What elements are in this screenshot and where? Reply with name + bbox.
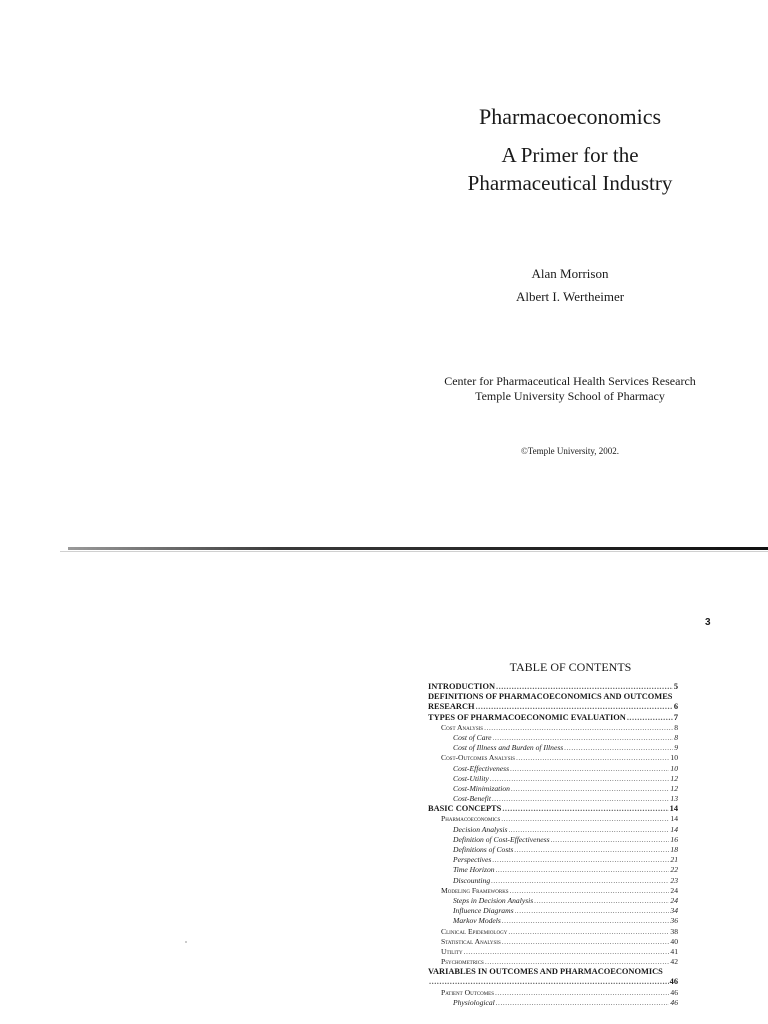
toc-entry-label: Cost of Care bbox=[453, 732, 492, 742]
toc-leader-dots bbox=[495, 988, 669, 998]
toc-entry-label: Influence Diagrams bbox=[453, 906, 514, 916]
book-title: Pharmacoeconomics bbox=[478, 104, 662, 129]
toc-entry bbox=[428, 774, 678, 784]
toc-entry-page: 40 bbox=[670, 936, 678, 946]
toc-entry bbox=[428, 886, 678, 896]
institution-line-1: Center for Pharmaceutical Health Services Research bbox=[444, 374, 696, 388]
toc-entry-label: Modeling Frameworks bbox=[441, 885, 509, 895]
toc-entry-page: 12 bbox=[670, 783, 678, 793]
toc-entry-page: 42 bbox=[670, 957, 678, 967]
toc-entry-page: 22 bbox=[670, 865, 678, 875]
toc-entry bbox=[428, 937, 678, 947]
toc-leader-dots bbox=[509, 825, 670, 835]
page-divider-shadow bbox=[60, 551, 768, 552]
toc-leader-dots bbox=[464, 947, 670, 957]
toc-entry-label: Psychometrics bbox=[441, 957, 484, 967]
toc-leader-dots bbox=[484, 723, 673, 733]
toc-entry-page: 46 bbox=[669, 977, 678, 987]
toc-leader-dots bbox=[496, 865, 670, 875]
toc-entry-label: Cost-Benefit bbox=[453, 794, 491, 804]
toc-entry-page: 41 bbox=[670, 946, 678, 956]
toc-entry-page: 14 bbox=[670, 824, 678, 834]
copyright-notice: ©Temple University, 2002. bbox=[520, 446, 620, 456]
toc-entry bbox=[428, 977, 678, 987]
toc-entry-page: 8 bbox=[674, 722, 678, 732]
table-of-contents bbox=[428, 682, 678, 1008]
toc-entry-label: Utility bbox=[441, 946, 463, 956]
toc-entry-label: BASIC CONCEPTS bbox=[428, 804, 502, 814]
toc-entry bbox=[428, 988, 678, 998]
toc-entry-label: Markov Models bbox=[453, 916, 501, 926]
toc-leader-dots bbox=[508, 927, 669, 937]
toc-entry bbox=[428, 733, 678, 743]
toc-leader-dots bbox=[534, 896, 669, 906]
toc-entry-page: 46 bbox=[670, 997, 678, 1007]
toc-leader-dots bbox=[490, 774, 670, 784]
toc-entry bbox=[428, 804, 678, 814]
toc-entry-label: Cost Analysis bbox=[441, 722, 484, 732]
toc-entry bbox=[428, 825, 678, 835]
toc-entry bbox=[428, 957, 678, 967]
toc-leader-dots bbox=[429, 977, 669, 987]
toc-leader-dots bbox=[514, 845, 669, 855]
toc-entry bbox=[428, 723, 678, 733]
toc-entry-label: Time Horizon bbox=[453, 865, 495, 875]
toc-entry-page: 16 bbox=[670, 834, 678, 844]
toc-entry bbox=[428, 835, 678, 845]
toc-leader-dots bbox=[511, 784, 669, 794]
toc-entry-page: 23 bbox=[670, 875, 678, 885]
page-divider bbox=[68, 547, 768, 550]
toc-leader-dots bbox=[564, 743, 673, 753]
toc-entry bbox=[428, 764, 678, 774]
toc-entry-label: RESEARCH bbox=[428, 702, 475, 712]
toc-leader-dots bbox=[502, 804, 668, 814]
book-subtitle bbox=[420, 141, 720, 197]
toc-entry bbox=[428, 916, 678, 926]
toc-entry-page: 34 bbox=[670, 906, 678, 916]
toc-entry bbox=[428, 794, 678, 804]
toc-leader-dots bbox=[492, 794, 669, 804]
toc-entry-page: 10 bbox=[670, 763, 678, 773]
toc-entry bbox=[428, 876, 678, 886]
toc-entry bbox=[428, 896, 678, 906]
toc-leader-dots bbox=[496, 998, 670, 1008]
subtitle-line-2: Pharmaceutical Industry bbox=[467, 171, 673, 195]
toc-entry-label: Cost-Minimization bbox=[453, 783, 510, 793]
toc-entry-page: 12 bbox=[670, 773, 678, 783]
toc-entry bbox=[428, 855, 678, 865]
toc-entry-page: 9 bbox=[674, 743, 678, 753]
toc-entry bbox=[428, 865, 678, 875]
toc-entry-page: 36 bbox=[670, 916, 678, 926]
toc-entry-page: 14 bbox=[670, 814, 678, 824]
toc-entry-label: Discounting bbox=[453, 875, 491, 885]
toc-title: TABLE OF CONTENTS bbox=[509, 660, 632, 674]
toc-entry-label: Decision Analysis bbox=[453, 824, 508, 834]
author-2: Albert I. Wertheimer bbox=[515, 289, 625, 304]
toc-entry bbox=[428, 998, 678, 1008]
institution-line-2: Temple University School of Pharmacy bbox=[475, 389, 665, 403]
toc-entry bbox=[428, 682, 678, 692]
toc-entry-label: Patient Outcomes bbox=[441, 987, 494, 997]
toc-leader-dots bbox=[493, 733, 674, 743]
toc-entry-page: 8 bbox=[674, 732, 678, 742]
toc-entry-page: 18 bbox=[670, 845, 678, 854]
toc-leader-dots bbox=[485, 957, 670, 967]
toc-leader-dots bbox=[516, 753, 669, 763]
toc-entry-page: 5 bbox=[673, 682, 678, 691]
toc-entry-page: 6 bbox=[673, 702, 678, 712]
toc-leader-dots bbox=[510, 886, 670, 896]
toc-entry-label: Statistical Analysis bbox=[441, 936, 501, 946]
scan-speck bbox=[185, 941, 187, 943]
toc-entry bbox=[428, 845, 678, 855]
toc-entry-label: Steps in Decision Analysis bbox=[453, 895, 534, 905]
toc-entry-label: Cost-Outcomes Analysis bbox=[441, 753, 515, 763]
toc-entry-label: TYPES OF PHARMACOECONOMIC EVALUATION bbox=[428, 712, 626, 722]
toc-leader-dots bbox=[502, 937, 670, 947]
toc-entry bbox=[428, 947, 678, 957]
toc-entry bbox=[428, 713, 678, 723]
toc-entry-page: 14 bbox=[669, 804, 678, 814]
toc-leader-dots bbox=[510, 764, 669, 774]
page-number: 3 bbox=[705, 617, 711, 628]
toc-entry-page: 46 bbox=[670, 987, 678, 997]
toc-entry bbox=[428, 784, 678, 794]
toc-entry-label: Pharmacoeconomics bbox=[441, 814, 501, 824]
author-1: Alan Morrison bbox=[531, 266, 609, 281]
toc-entry bbox=[428, 814, 678, 824]
institution bbox=[420, 374, 720, 404]
toc-entry-label: INTRODUCTION bbox=[428, 682, 496, 691]
toc-leader-dots bbox=[501, 814, 669, 824]
toc-leader-dots bbox=[551, 835, 670, 845]
toc-leader-dots bbox=[627, 713, 673, 723]
toc-entry-label: Cost-Effectiveness bbox=[453, 763, 510, 773]
toc-entry-label: Definition of Cost-Effectiveness bbox=[453, 834, 550, 844]
toc-entry-label: Perspectives bbox=[453, 855, 492, 865]
toc-entry bbox=[428, 743, 678, 753]
toc-entry-label: Definitions of Costs bbox=[453, 845, 514, 854]
toc-entry-label: Physiological bbox=[453, 997, 495, 1007]
toc-leader-dots bbox=[491, 876, 669, 886]
toc-leader-dots bbox=[492, 855, 669, 865]
toc-entry-label: Cost of Illness and Burden of Illness bbox=[453, 743, 564, 753]
toc-entry-page: 10 bbox=[670, 753, 678, 763]
toc-entry bbox=[428, 702, 678, 712]
subtitle-line-1: A Primer for the bbox=[501, 143, 639, 167]
toc-entry: VARIABLES IN OUTCOMES AND PHARMACOECONOMICS bbox=[428, 967, 663, 977]
toc-leader-dots bbox=[515, 906, 670, 916]
toc-entry: DEFINITIONS OF PHARMACOECONOMICS AND OUTCOMES bbox=[428, 692, 673, 702]
toc-entry-page: 7 bbox=[673, 712, 678, 722]
toc-entry-label: Cost-Utility bbox=[453, 773, 489, 783]
toc-entry-page: 13 bbox=[670, 794, 678, 804]
toc-entry-page: 24 bbox=[670, 885, 678, 895]
toc-entry-page: 24 bbox=[670, 895, 678, 905]
toc-entry bbox=[428, 753, 678, 763]
toc-leader-dots bbox=[476, 702, 673, 712]
toc-entry-label: Clinical Epidemiology bbox=[441, 926, 508, 936]
toc-leader-dots bbox=[502, 916, 670, 926]
toc-entry bbox=[428, 927, 678, 937]
toc-entry-page: 38 bbox=[670, 926, 678, 936]
toc-entry bbox=[428, 906, 678, 916]
toc-entry-page: 21 bbox=[670, 855, 678, 865]
toc-leader-dots bbox=[496, 682, 673, 692]
